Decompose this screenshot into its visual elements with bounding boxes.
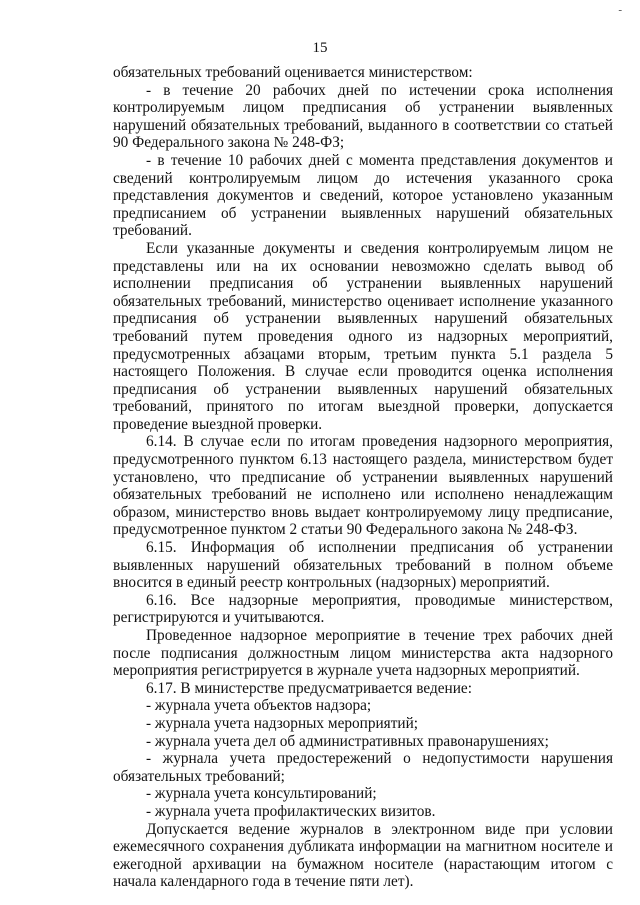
list-item: - журнала учета предостережений о недопустимости нарушения обязательных требований; — [113, 750, 613, 785]
paragraph: Допускается ведение журналов в электронном виде при условии ежемесячного сохранения дубликата информации на магнитном носителе и ежегодной архивации на бумажном носителе (нарастающим итогом с начала календарного года в течение пяти лет). — [113, 820, 613, 891]
page-number: 15 — [312, 40, 328, 56]
document-body — [113, 64, 613, 891]
paragraph: обязательных требований оценивается министерством: — [113, 64, 473, 81]
paragraph-6-15: 6.15. Информация об исполнении предписания об устранении выявленных нарушений обязательных требований в полном объеме вносится в единый реестр контрольных (надзорных) мероприятий. — [113, 539, 613, 592]
list-item: - в течение 10 рабочих дней с момента представления документов и сведений контролируемым лицом до истечения указанного срока представления документов и сведений, которое установлено указанным предписанием об устранении выявленных нарушений обязательных требований. — [113, 151, 613, 240]
list-item: - журнала учета профилактических визитов. — [146, 802, 436, 820]
paragraph: Если указанные документы и сведения контролируемым лицом не представлены или на их основании невозможно сделать вывод об исполнении предписания об устранении выявленных нарушений обязательных требований, министерство оценивает исполнение указанного предписания об устранении выявленных нарушений обязательных требований путем проведения одного из надзорных мероприятий, предусмотренных абзацами вторым, третьим пункта 5.1 раздела 5 настоящего Положения. В случае если проводится оценка исполнения предписания об устранении выявленных нарушений обязательных требований, принятого по итогам выездной проверки, допускается проведение выездной проверки. — [113, 239, 613, 433]
corner-mark: - — [618, 4, 622, 16]
paragraph-6-16: 6.16. Все надзорные мероприятия, проводимые министерством, регистрируются и учитываются. — [113, 591, 613, 627]
list-item: - в течение 20 рабочих дней по истечении срока исполнения контролируемым лицом предписания об устранении выявленных нарушений обязательных требований, выданного в соответствии со статьей 90 Федерального закона № 248-ФЗ; — [113, 81, 613, 152]
paragraph: Проведенное надзорное мероприятие в течение трех рабочих дней после подписания должностным лицом министерства акта надзорного мероприятия регистрируется в журнале учета надзорных мероприятий. — [113, 627, 613, 680]
paragraph-6-17: 6.17. В министерстве предусматривается ведение: — [146, 679, 472, 697]
list-item: - журнала учета дел об административных правонарушениях; — [146, 732, 549, 750]
list-item: - журнала учета надзорных мероприятий; — [146, 714, 419, 732]
list-item: - журнала учета объектов надзора; — [146, 697, 372, 715]
list-item: - журнала учета консультирований; — [146, 785, 377, 803]
paragraph-6-14: 6.14. В случае если по итогам проведения надзорного мероприятия, предусмотренного пунктом 6.13 настоящего раздела, министерством будет установлено, что предписание об устранении выявленных нарушений обязательных требований не исполнено или исполнено ненадлежащим образом, министерство вновь выдает контролируемому лицу предписание, предусмотренное пунктом 2 статьи 90 Федерального закона № 248-ФЗ. — [113, 433, 613, 539]
